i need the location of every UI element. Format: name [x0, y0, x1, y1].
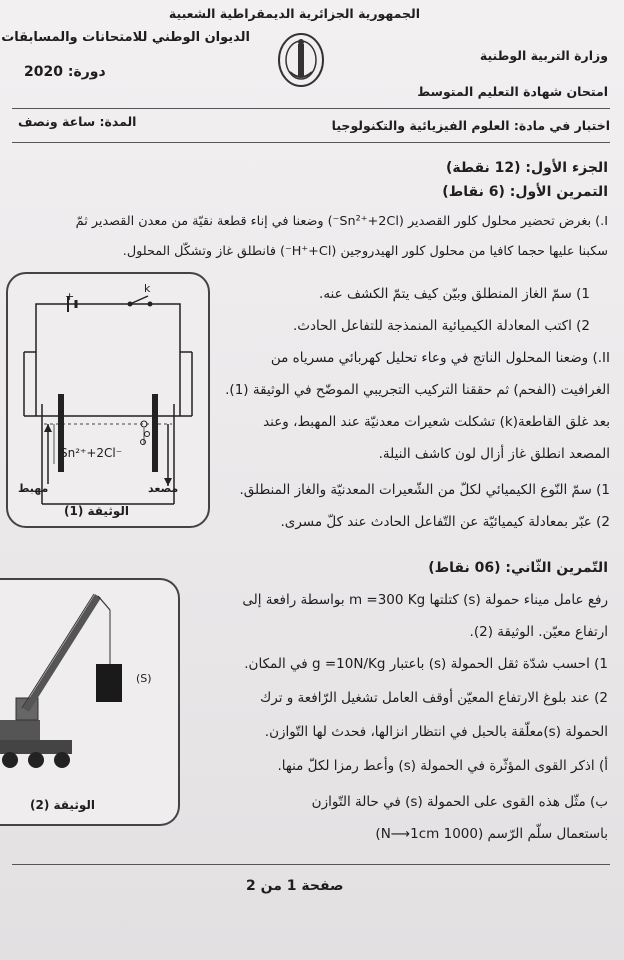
ex2-q2-line1: 2) عند بلوغ الارتفاع المعيّن أوقف العامل تشغيل الرّافعة و ترك [260, 690, 608, 706]
ex2-qb: ب) مثّل هذه القوى على الحمولة (s) في حالة التّوازن [311, 794, 608, 810]
exercise2-title: التّمرين الثّاني: (06 نقاط) [428, 560, 608, 576]
ex2-qa: أ) اذكر القوى المؤثّرة في الحمولة (s) وأعط رمزا لكلّ منها. [277, 758, 608, 774]
ex1-I-q2: 2) اكتب المعادلة الكيميائية المنمذجة للتفاعل الحادث. [292, 318, 590, 334]
republic-title: الجمهورية الجزائرية الديمقراطية الشعبية [168, 6, 420, 21]
ex1-II-line3: بعد غلق القاطعة(k) تشكلت شعيرات معدنيّة عند المهبط، وعند [263, 414, 610, 430]
crane-diagram [0, 580, 178, 824]
ex2-line2: ارتفاع معيّن. الوثيقة (2). [469, 624, 608, 640]
exam-name: امتحان شهادة التعليم المتوسط [417, 84, 608, 99]
office-title: الديوان الوطني للامتحانات والمسابقات [1, 30, 250, 45]
ex2-q1: 1) احسب شدّة ثقل الحمولة (s) باعتبار g =10N/Kg في المكان. [244, 656, 608, 672]
battery-plus-sign: + [65, 290, 75, 303]
emblem-logo [276, 32, 326, 90]
part1-title: الجزء الأول: (12 نقطة) [445, 160, 608, 176]
ex1-I-line1: I.) بغرض تحضير محلول كلور القصدير (Sn²⁺+2Cl⁻) وضعنا في إناء قطعة نقيّة من معدن القصدير ثمّ [75, 214, 608, 229]
ex1-I-q1: 1) سمّ الغاز المنطلق وبيّن كيف يتمّ الكشف عنه. [319, 286, 590, 302]
anode-label: مصعد [148, 482, 179, 495]
switch-label: k [144, 282, 151, 295]
header-divider-2 [12, 142, 610, 143]
ex1-II-line1: II.) وضعنا المحلول الناتج في وعاء تحليل كهربائي مسرياه من [270, 350, 610, 366]
ex2-q2-line2: الحمولة (s)معلّقة بالحبل في انتظار انزالها، فحدث لها التّوازن. [264, 724, 608, 740]
exercise1-title: التمرين الأول: (6 نقاط) [442, 184, 608, 200]
document-1-figure [6, 272, 210, 528]
ex1-II-q1: 1) سمّ النّوع الكيميائي لكلّ من الشّعيرات المعدنيّة والغاز المنطلق. [239, 482, 610, 498]
document-2-caption: الوثيقة (2) [30, 798, 95, 812]
ex1-II-line2: الغرافيت (الفحم) ثم حققنا التركيب التجريبي الموضّح في الوثيقة (1). [225, 382, 610, 398]
solution-label: Sn²⁺+2Cl⁻ [60, 446, 123, 460]
header-divider-1 [12, 108, 610, 109]
session: دورة: 2020 [24, 64, 106, 80]
load-label: (S) [136, 672, 152, 685]
document-1-caption: الوثيقة (1) [64, 504, 129, 518]
document-2-figure [0, 578, 180, 826]
ministry: وزارة التربية الوطنية [479, 48, 608, 63]
subject: اختبار في مادة: العلوم الفيزيائية والتكنولوجيا [331, 118, 610, 133]
ex1-II-line4: المصعد انطلق غاز أزال لون كاشف النيلة. [378, 446, 610, 462]
ex1-II-q2: 2) عبّر بمعادلة كيميائيّة عن التّفاعل الحادث عند كلّ مسرى. [280, 514, 610, 530]
cathode-label: مهبط [18, 482, 49, 495]
ex2-line1: رفع عامل ميناء حمولة (s) كتلتها m =300 Kg بواسطة رافعة إلى [242, 592, 608, 608]
footer-divider [12, 864, 610, 865]
ex2-scale: باستعمال سلّم الرّسم (1000 N⟶1cm) [375, 826, 608, 842]
ex1-I-line2: سكبنا عليها حجما كافيا من محلول كلور الهيدروجين (H⁺+Cl⁻) فانطلق غاز وتشكّل المحلول. [122, 244, 608, 259]
page-number: صفحة 1 من 2 [246, 878, 344, 894]
duration: المدة: ساعة ونصف [18, 114, 137, 129]
